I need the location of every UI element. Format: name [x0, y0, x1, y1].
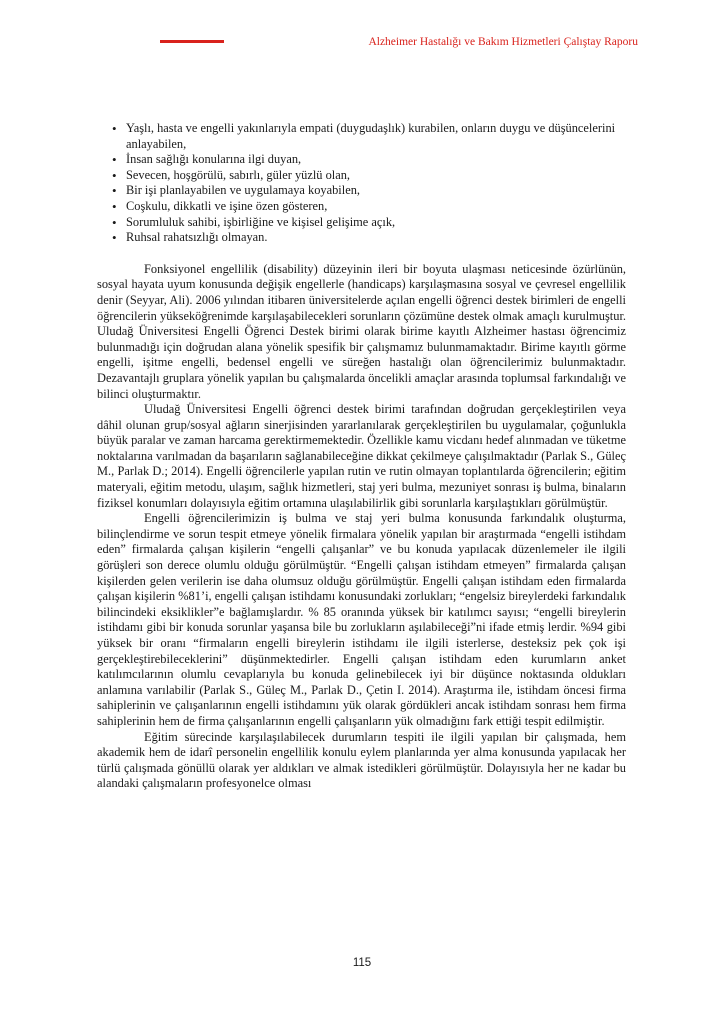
- header-accent-rule: [160, 40, 224, 43]
- list-item: • Coşkulu, dikkatli ve işine özen gösteren,: [97, 199, 626, 215]
- paragraph: Engelli öğrencilerimizin iş bulma ve staj yeri bulma konusunda farkındalık oluşturma, bilinçlendirme ve sorun tespit etmeye yönelik firmalara yönelik yapılan bir araştırmada “engelli istihdam eden” firmalarda çalışan kişilerin “engelli çalışanlar” ve bu konuda yapılacak düzenlemeler ile ilgili görüşleri son derece olumlu olduğu görülmüştür. “Engelli çalışan istihdam etmeyen” firmalarda çalışan kişilerden gelen verilerin ise daha olumsuz olduğu görülmüştür. Engelli çalışan istihdam eden firmalarda çalışan kişilerin %81’i, engelli çalışan istihdamı konusundaki zorlukları; “engelsiz bireylerdeki farkındalık bilincindeki eksiklikler”e bağlamışlardır. % 85 oranında yüksek bir katılımcı sayısı; “engelli bireylerin istihdamı gibi bir konuda sorunlar yaşansa bile bu zorlukların aşılabileceği”ni ifade etmiş lerdir. %94 gibi yüksek bir oranı “firmaların engelli bireylerin istihdamı ile ilgili isterlerse, desteksiz pek çok işi gerçekleştirebileceklerini” düşünmektedirler. Engelli çalışan istihdam eden kurumların anket katılımcılarının olumlu cevaplarıyla bu konuda gelinebilecek iyi bir düşünce noktasında oldukları anlamına varılabilir (Parlak S., Güleç M., Parlak D., Çetin I. 2014). Araştırma ile, istihdam öncesi firma sahiplerinin ve çalışanlarının engelli istihdamını yük olarak gördükleri ancak istihdam sonrası hem firma sahiplerinin hem de firma çalışanlarının engelli çalışanların yük olmadığını fark ettiği tespit edilmiştir.: [97, 511, 626, 728]
- list-item: • İnsan sağlığı konularına ilgi duyan,: [97, 152, 626, 168]
- list-item: • Sorumluluk sahibi, işbirliğine ve kişisel gelişime açık,: [97, 215, 626, 231]
- bullet-list: [97, 121, 626, 246]
- list-item: • Ruhsal rahatsızlığı olmayan.: [97, 230, 626, 246]
- paragraph: Uludağ Üniversitesi Engelli öğrenci destek birimi tarafından doğrudan gerçekleştirilen veya dâhil olunan grup/sosyal ağların sinerjisinden yararlanılarak gerçekleştirilen bu uygulamalar, çoğunlukla büyük paralar ve zaman harcama gerektirmemektedir. Özellikle kamu vicdanı hedef alınmadan ve tüketme noktalarına varılmadan da başarıların sağlanabileceğine dikkat çekilmeye çalışılmaktadır (Parlak S., Güleç M., Parlak D.; 2014). Engelli öğrencilerle yapılan rutin ve rutin olmayan toplantılarda öğrencilerin; eğitim materyali, eğitim metodu, ulaşım, sağlık hizmetleri, staj yeri bulma, mezuniyet sonrası iş bulma, binaların fiziksel konumları dolayısıyla eğitim ortamına ulaşılabilirlik gibi sorunlarla karşılaştıkları görülmüştür.: [97, 402, 626, 510]
- paragraph: Eğitim sürecinde karşılaşılabilecek durumların tespiti ile ilgili yapılan bir çalışmada, hem akademik hem de idarî personelin engellilik konulu eylem planlarında yer alma konusunda yapılacak her türlü çalışmada gönüllü olarak yer aldıkları ve almak istedikleri görülmüştür. Dolayısıyla her ne kadar bu alandaki çalışmaların profesyonelce olması: [97, 729, 626, 791]
- page-number: 115: [352, 957, 372, 969]
- list-item: • Yaşlı, hasta ve engelli yakınlarıyla empati (duygudaşlık) kurabilen, onların duygu ve düşüncelerini anlayabilen,: [97, 121, 626, 152]
- list-item: • Sevecen, hoşgörülü, sabırlı, güler yüzlü olan,: [97, 168, 626, 184]
- running-header-title: Alzheimer Hastalığı ve Bakım Hizmetleri Çalıştay Raporu: [368, 36, 638, 48]
- page-body: [97, 121, 626, 792]
- list-item: • Bir işi planlayabilen ve uygulamaya koyabilen,: [97, 183, 626, 199]
- paragraph: Fonksiyonel engellilik (disability) düzeyinin ileri bir boyuta ulaşması neticesinde özürlünün, sosyal hayata uyum konusunda değişik engellerle (handicaps) karşılaşmasına sosyal ve çevresel engellilik denir (Seyyar, Ali). 2006 yılından itibaren üniversitelerde açılan engelli öğrenci destek birimleri de engelli öğrencilerin yükseköğrenimde karşılaşabilecekleri sorunların çözümüne destek olmak amaçlı kurulmuştur. Uludağ Üniversitesi Engelli Öğrenci Destek birimi olarak birime kayıtlı Alzheimer hastası öğrencimiz bulunmadığı için doğrudan alana yönelik spesifik bir çalışmamız bulunmamaktadır. Birime kayıtlı görme engelli, işitme engelli, bedensel engelli ve süreğen hastalığı olan öğrencilerimiz bulunmaktadır. Dezavantajlı gruplara yönelik yapılan bu çalışmalarda öncelikli amaçlar arasında toplumsal farkındalığı ve bilinci oluşturmaktır.: [97, 261, 626, 401]
